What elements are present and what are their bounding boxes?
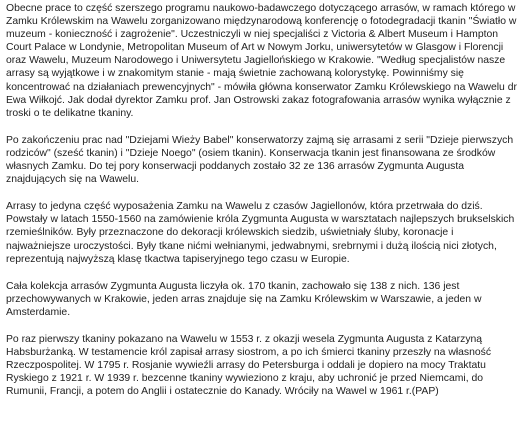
text-line: rzemieślników. Były przeznaczone do dekoracji królewskich siedzib, uświetniały śluby, koronacje i xyxy=(6,227,454,239)
text-line: Powstały w latach 1550-1560 na zamówienie króla Zygmunta Augusta w warsztatach najlepszych brukselskich xyxy=(6,214,515,226)
text-line: Habsburżanką. W testamencie król zapisał arrasy siostrom, a po ich śmierci tkaniny przeszły na własność xyxy=(6,347,492,359)
text-line: rodziców" (sześć tkanin) i "Dzieje Noego" (osiem tkanin). Konserwacja tkanin jest finansowana ze środków xyxy=(6,147,496,159)
paragraph-losy-tkanin xyxy=(6,333,526,398)
paragraph-konserwacja xyxy=(6,134,526,186)
text-line: własnych Zamku. Do tej pory konserwacji poddanych zostało 32 ze 136 arrasów Zygmunta Augusta xyxy=(6,161,464,173)
text-line: Obecne prace to część szerszego programu naukowo-badawczego dotyczącego arrasów, w ramach którego w xyxy=(6,3,516,14)
text-line: Court Palace w Londynie, Metropolitan Museum of Art w Nowym Jorku, uniwersytetów w Glasgow i Florencji xyxy=(6,42,504,54)
paragraph-historia-arrasow xyxy=(6,200,526,265)
text-line: Cała kolekcja arrasów Zygmunta Augusta liczyła ok. 170 tkanin, zachowało się 138 z nich. 136 jest xyxy=(6,280,460,292)
text-line: najważniejsze uroczystości. Były tkane nićmi wełnianymi, jedwabnymi, srebrnymi i dużą ilością nici złotych, xyxy=(6,240,497,252)
text-line: muzeum - konieczność i zagrożenie". Uczestniczyli w niej specjaliści z Victoria & Albert Museum i Hampton xyxy=(6,29,499,41)
text-line: Amsterdamie. xyxy=(6,306,71,318)
text-line: oraz Wawelu, Muzeum Narodowego i Uniwersytetu Jagiellońskiego w Krakowie. "Według specjalistów nasze xyxy=(6,55,506,67)
text-line: koncentrować na działaniach prewencyjnych" - mówiła główna konserwator Zamku Królewskiego na Wawelu dr xyxy=(6,81,517,93)
text-line: reprezentują najwyższą klasę tkactwa tapiseryjnego tego czasu w Europie. xyxy=(6,253,350,265)
paragraph-konferencja xyxy=(6,2,526,120)
text-line: Rumunii, Francji, a potem do Anglii i ostatecznie do Kanady. Wróciły na Wawel w 1961 r.(PAP) xyxy=(6,386,439,398)
paragraph-kolekcja xyxy=(6,280,526,319)
text-line: Ryskiego z 1921 r. W 1939 r. bezcenne tkaniny wywieziono z kraju, aby uchronić je przed Niemcami, do xyxy=(6,373,484,385)
text-line: Arrasy to jedyna część wyposażenia Zamku na Wawelu z czasów Jagiellonów, która przetrwała do dziś. xyxy=(6,201,483,213)
text-line: przechowywanych w Krakowie, jeden arras znajduje się na Zamku Królewskim w Warszawie, a jeden w xyxy=(6,293,482,305)
text-line: Po raz pierwszy tkaniny pokazano na Wawelu w 1553 r. z okazji wesela Zygmunta Augusta z Katarzyną xyxy=(6,333,483,345)
text-line: Zamku Królewskim na Wawelu zorganizowano międzynarodową konferencję o fotodegradacji tkanin "Światło w xyxy=(6,16,517,28)
text-line: znajdujących się na Wawelu. xyxy=(6,174,140,186)
text-line: Po zakończeniu prac nad "Dziejami Wieży Babel" konserwatorzy zajmą się arrasami z serii "Dzieje pierwszych xyxy=(6,134,514,146)
text-line: arrasy są wyjątkowe i w znakomitym stanie - mają świetnie zachowaną kolorystykę. Powinniśmy się xyxy=(6,68,464,80)
text-line: Ewa Wiłkojć. Jak dodał dyrektor Zamku prof. Jan Ostrowski zakaz fotografowania arrasów wynika wyłącznie z xyxy=(6,94,511,106)
text-line: troski o te delikatne tkaniny. xyxy=(6,107,134,119)
text-line: Rzeczpospolitej. W 1795 r. Rosjanie wywieźli arrasy do Petersburga i oddali je dopiero na mocy Traktatu xyxy=(6,360,486,372)
